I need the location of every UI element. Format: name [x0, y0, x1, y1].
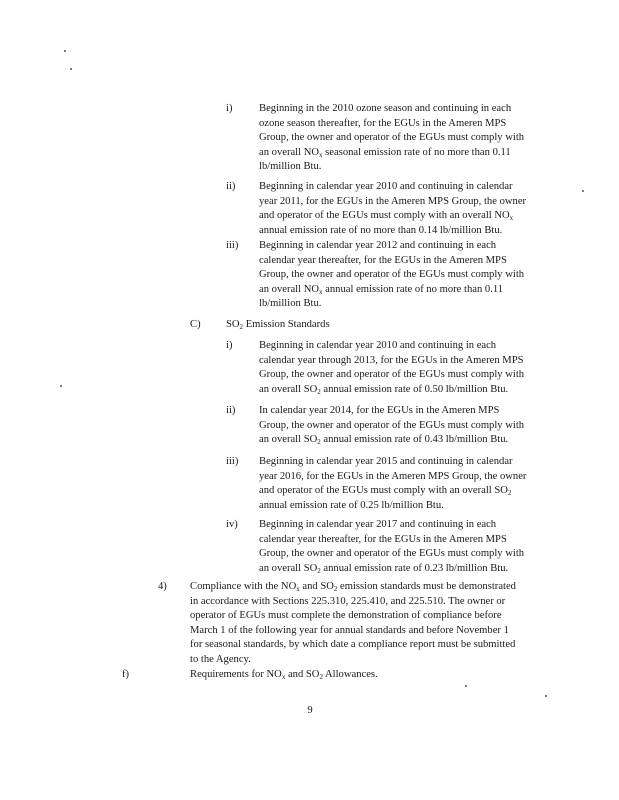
- item-text: Beginning in calendar year 2015 and continuing in calendar year 2016, for the EGUs in the Ameren MPS Group, the owner and operator of the EGUs must comply with an overall $SO_2$ annual emission rate of 0.25 lb/million Btu.: [259, 456, 527, 511]
- item-text: Beginning in calendar year 2010 and continuing in calendar year 2011, for the EGUs in the Ameren MPS Group, the owner and operator of the EGUs must comply with an overall $NO_x$ annual emission rate of no more than 0.14 lb/million Btu.: [259, 181, 527, 236]
- item-marker: iii): [226, 456, 239, 467]
- section-4-marker: 4): [158, 581, 167, 592]
- item-marker: i): [226, 340, 233, 351]
- section-c-marker: C): [190, 319, 201, 330]
- section-f-marker: f): [122, 669, 130, 680]
- section-4-text: Compliance with the $NO_x$ and $SO_2$ emission standards must be demonstrated in accordance with Sections 225.310, 225.410, and 225.510. The owner or operator of EGUs must complete the demonstration of compliance before March 1 of the following year for annual standards and before November 1 for seasonal standards, by which date a compliance report must be submitted to the Agency.: [190, 581, 516, 665]
- scan-speck: [60, 385, 62, 387]
- item-marker: iv): [226, 519, 238, 530]
- page-number: 9: [307, 705, 313, 716]
- section-c-title: $SO_2$ Emission Standards: [226, 319, 330, 331]
- scan-speck: [582, 190, 584, 192]
- section-f-title: Requirements for $NO_x$ and $SO_2$ Allowances.: [190, 669, 378, 681]
- item-text: Beginning in the 2010 ozone season and continuing in each ozone season thereafter, for the EGUs in the Ameren MPS Group, the owner and operator of the EGUs must comply with an overall $NO_x$ seasonal emission rate of no more than 0.11 lb/million Btu.: [259, 103, 525, 173]
- item-text: Beginning in calendar year 2012 and continuing in each calendar year thereafter, for the EGUs in the Ameren MPS Group, the owner and operator of the EGUs must comply with an overall $NO_x$ annual emission rate of no more than 0.11 lb/million Btu.: [259, 240, 525, 310]
- item-text: Beginning in calendar year 2017 and continuing in each calendar year thereafter, for the EGUs in the Ameren MPS Group, the owner and operator of the EGUs must comply with an overall $SO_2$ annual emission rate of 0.23 lb/million Btu.: [259, 519, 525, 575]
- item-marker: ii): [226, 181, 236, 192]
- item-marker: i): [226, 103, 233, 114]
- scan-speck: [70, 68, 72, 70]
- scan-speck: [64, 50, 66, 52]
- item-text: Beginning in calendar year 2010 and continuing in each calendar year through 2013, for the EGUs in the Ameren MPS Group, the owner and operator of the EGUs must comply with an overall $SO_2$ annual emission rate of 0.50 lb/million Btu.: [259, 340, 525, 396]
- scan-speck: [545, 695, 547, 697]
- item-marker: ii): [226, 405, 236, 416]
- scan-speck: [465, 685, 467, 687]
- item-text: In calendar year 2014, for the EGUs in the Ameren MPS Group, the owner and operator of the EGUs must comply with an overall $SO_2$ annual emission rate of 0.43 lb/million Btu.: [259, 405, 525, 447]
- item-marker: iii): [226, 240, 239, 251]
